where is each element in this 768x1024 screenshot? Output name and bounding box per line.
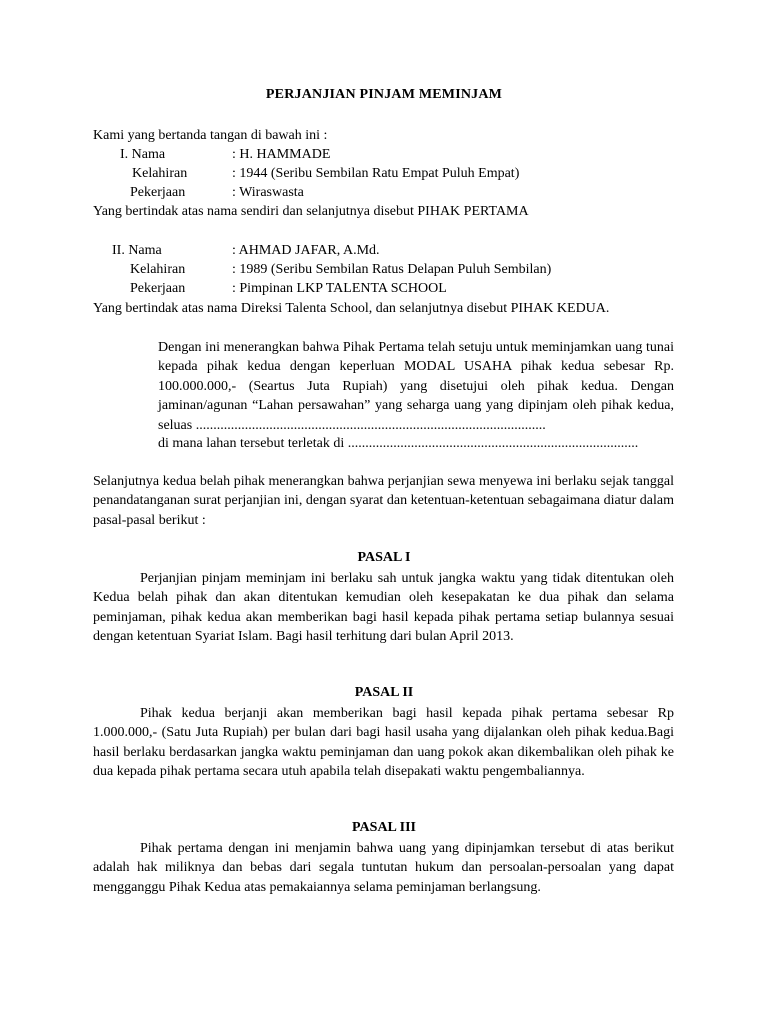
pasal-3-heading: PASAL III [352, 820, 416, 835]
pasal-1-text: Perjanjian pinjam meminjam ini berlaku sah untuk jangka waktu yang tidak ditentukan oleh Kedua belah pihak dan akan ditentukan kemudian oleh kesepakatan ke dua pihak dan selama peminjaman, pihak kedua akan memberikan bagi hasil kepada pihak pertama setiap bulannya sesuai dengan ketentuan Syariat Islam. Bagi hasil terhitung dari bulan April 2013. [93, 571, 674, 645]
party2-kelahiran-label: Kelahiran [130, 262, 186, 277]
party2-pekerjaan-label: Pekerjaan [130, 281, 186, 296]
party1-pekerjaan-row [0, 183, 768, 202]
party1-kelahiran-label: Kelahiran [132, 166, 188, 181]
land-location-line: di mana lahan tersebut terletak di ................................................................................... [158, 436, 639, 451]
loan-statement: Dengan ini menerangkan bahwa Pihak Pertama telah setuju untuk meminjamkan uang tunai kepada pihak kedua dengan keperluan MODAL USAHA pihak kedua sebesar Rp. 100.000.000,- (Seartus Juta Rupiah) yang disetujui oleh pihak kedua. Dengan jaminan/agunan “Lahan persawahan” yang seharga uang yang dipinjam oleh pihak kedua, seluas .................................................................................................... [158, 340, 674, 433]
party2-nama-row [0, 241, 768, 260]
intro-line: Kami yang bertanda tangan di bawah ini : [93, 128, 328, 143]
party1-kelahiran-value: : 1944 (Seribu Sembilan Ratu Empat Puluh Empat) [232, 166, 520, 181]
agreement-paragraph: Selanjutnya kedua belah pihak menerangkan bahwa perjanjian sewa menyewa ini berlaku sejak tanggal penandatanganan surat perjanjian ini, dengan syarat dan ketentuan-ketentuan sebagaimana diatur dalam pasal-pasal berikut : [93, 474, 674, 528]
party1-closing: Yang bertindak atas nama sendiri dan selanjutnya disebut PIHAK PERTAMA [93, 204, 529, 219]
party2-closing: Yang bertindak atas nama Direksi Talenta School, dan selanjutnya disebut PIHAK KEDUA. [93, 301, 610, 316]
pasal-2-text: Pihak kedua berjanji akan memberikan bagi hasil kepada pihak pertama sebesar Rp 1.000.000,- (Satu Juta Rupiah) per bulan dari bagi hasil usaha yang dijalankan oleh pihak kedua.Bagi hasil berlaku berdasarkan jangka waktu peminjaman dan uang pokok akan dikembalikan oleh pihak ke dua kepada pihak pertama secara utuh apabila telah disepakati waktu pengembaliannya. [93, 706, 674, 780]
party2-nama-label: II. Nama [112, 243, 162, 258]
party2-kelahiran-row [0, 260, 768, 279]
pasal-3-text: Pihak pertama dengan ini menjamin bahwa uang yang dipinjamkan tersebut di atas berikut adalah hak miliknya dan bebas dari segala tuntutan hukum dan persoalan-persoalan yang dapat mengganggu Pihak Kedua atas pemakaiannya selama peminjaman berlangsung. [93, 841, 674, 895]
party2-pekerjaan-row [0, 279, 768, 298]
document-title: PERJANJIAN PINJAM MEMINJAM [265, 87, 503, 102]
party1-kelahiran-row [0, 164, 768, 183]
party2-kelahiran-value: : 1989 (Seribu Sembilan Ratus Delapan Puluh Sembilan) [232, 262, 552, 277]
party1-pekerjaan-value: : Wiraswasta [232, 185, 304, 200]
party2-pekerjaan-value: : Pimpinan LKP TALENTA SCHOOL [232, 281, 447, 296]
pasal-1-heading: PASAL I [357, 550, 411, 565]
party1-pekerjaan-label: Pekerjaan [130, 185, 186, 200]
party1-nama-row [0, 145, 768, 164]
pasal-2-heading: PASAL II [354, 685, 414, 700]
party2-nama-value: : AHMAD JAFAR, A.Md. [232, 243, 380, 258]
party1-nama-value: : H. HAMMADE [232, 147, 331, 162]
party1-nama-label: I. Nama [120, 147, 166, 162]
